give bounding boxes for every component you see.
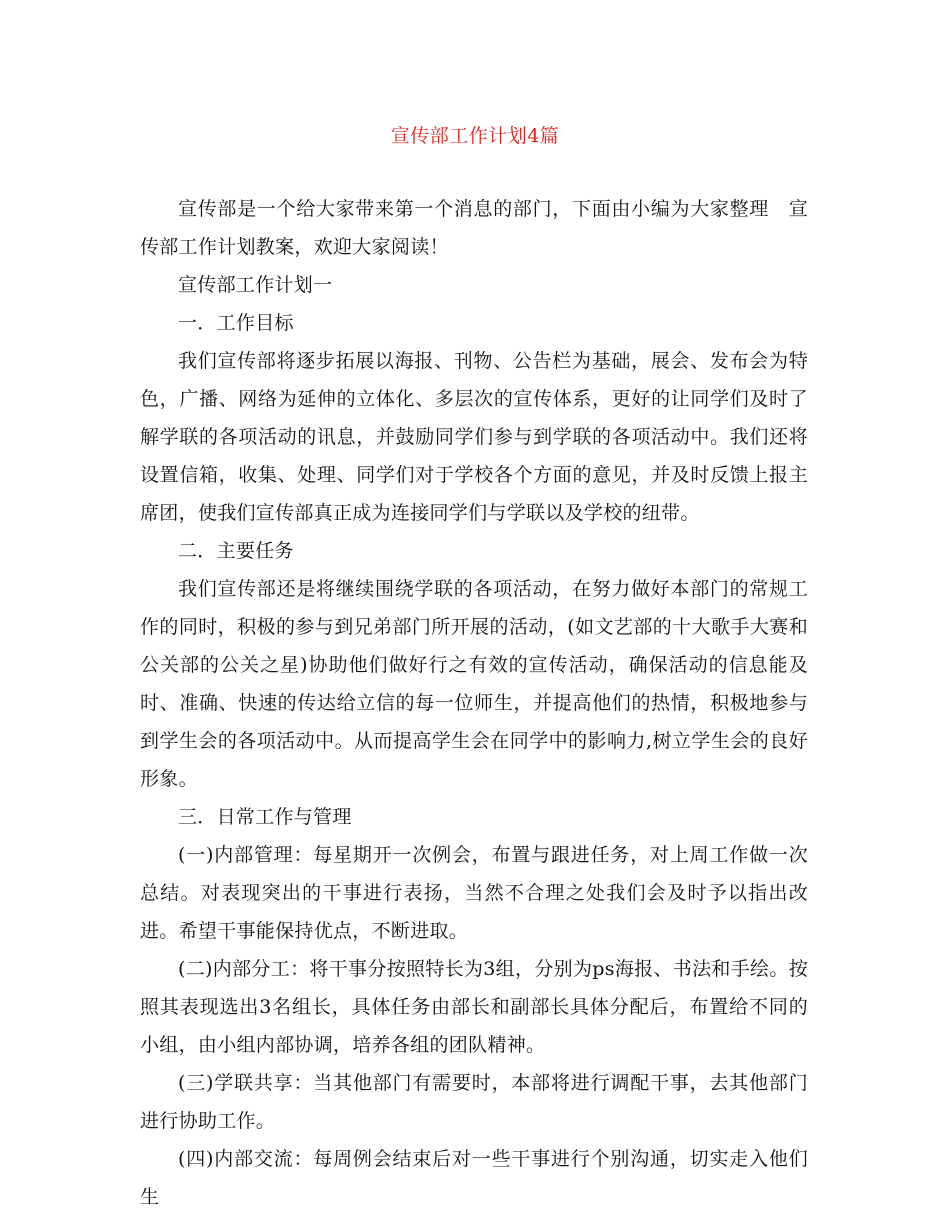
document-title: 宣传部工作计划4篇: [390, 125, 560, 147]
intro-paragraph: 宣传部是一个给大家带来第一个消息的部门，下面由小编为大家整理 宣传部工作计划教案，欢迎大家阅读！: [140, 198, 808, 258]
internal-communication-paragraph: (四)内部交流：每周例会结束后对一些干事进行个别沟通，切实走入他们生: [140, 1148, 808, 1208]
section-heading-daily-work: 三．日常工作与管理: [178, 806, 352, 828]
federation-sharing-paragraph: (三)学联共享：当其他部门有需要时，本部将进行调配干事，去其他部门进行协助工作。: [140, 1072, 808, 1132]
document-body: [140, 190, 808, 1216]
internal-management-paragraph: (一)内部管理：每星期开一次例会，布置与跟进任务，对上周工作做一次总结。对表现突出的干事进行表扬，当然不合理之处我们会及时予以指出改进。希望干事能保持优点，不断进取。: [140, 844, 808, 942]
section-heading-tasks: 二．主要任务: [178, 540, 294, 562]
section-heading-goals: 一．工作目标: [178, 312, 294, 334]
goals-paragraph: 我们宣传部将逐步拓展以海报、刊物、公告栏为基础，展会、发布会为特色，广播、网络为延伸的立体化、多层次的宣传体系，更好的让同学们及时了解学联的各项活动的讯息，并鼓励同学们参与到学联的各项活动中。我们还将设置信箱，收集、处理、同学们对于学校各个方面的意见，并及时反馈上报主席团，使我们宣传部真正成为连接同学们与学联以及学校的纽带。: [140, 350, 808, 524]
tasks-paragraph: 我们宣传部还是将继续围绕学联的各项活动，在努力做好本部门的常规工作的同时，积极的参与到兄弟部门所开展的活动，(如文艺部的十大歌手大赛和公关部的公关之星)协助他们做好行之有效的宣传活动，确保活动的信息能及时、准确、快速的传达给立信的每一位师生，并提高他们的热情，积极地参与到学生会的各项活动中。从而提高学生会在同学中的影响力,树立学生会的良好形象。: [140, 578, 808, 790]
internal-division-paragraph: (二)内部分工：将干事分按照特长为3组，分别为ps海报、书法和手绘。按照其表现选出3名组长，具体任务由部长和副部长具体分配后，布置给不同的小组，由小组内部协调，培养各组的团队精神。: [140, 958, 808, 1056]
section-heading-plan-one: 宣传部工作计划一: [178, 274, 333, 296]
